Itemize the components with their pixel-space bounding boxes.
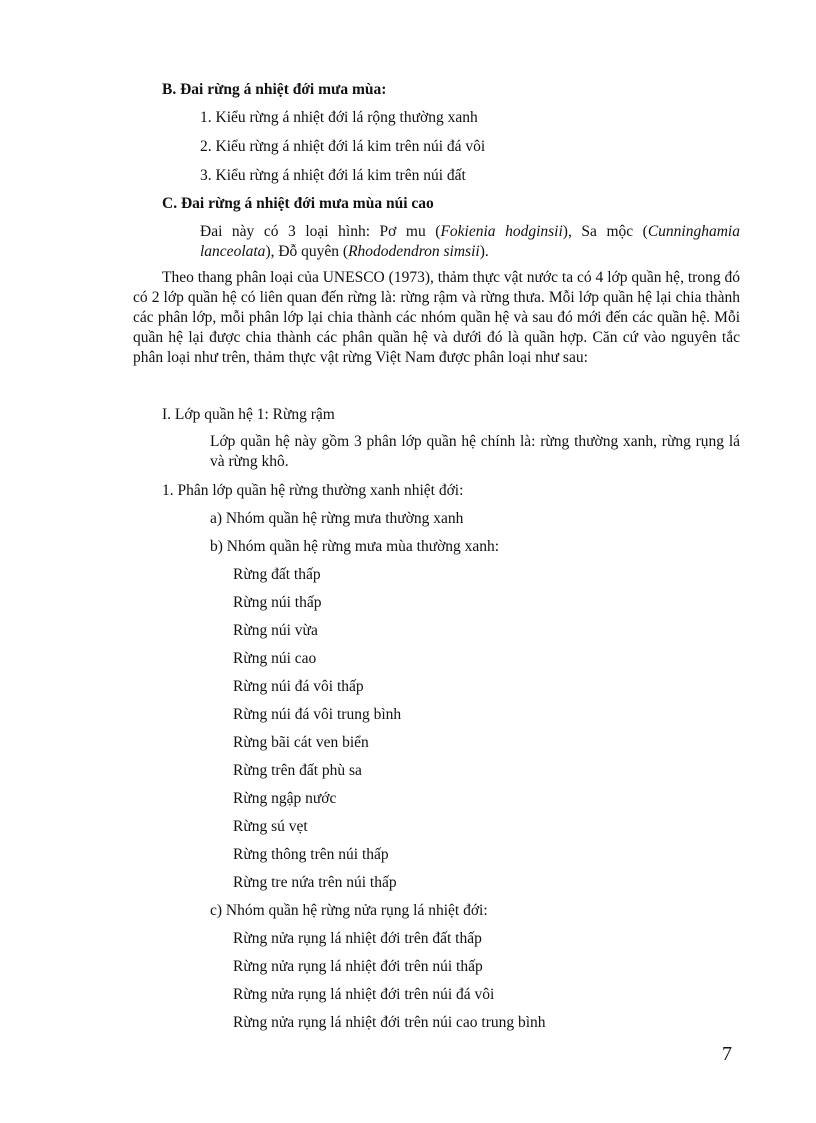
section-c-heading: C. Đai rừng á nhiệt đới mưa mùa núi cao [162, 195, 434, 212]
forest-type-item: Rừng tre nứa trên núi thấp [233, 874, 397, 891]
species-name: Fokienia hodginsii [440, 223, 563, 240]
forest-type-item: Rừng núi vừa [233, 622, 318, 639]
subclass-1-title: 1. Phân lớp quần hệ rừng thường xanh nhiệt đới: [162, 482, 464, 499]
forest-type-item: Rừng bãi cát ven biển [233, 734, 369, 751]
section-b-item: 1. Kiểu rừng á nhiệt đới lá rộng thường xanh [200, 109, 478, 126]
section-c-paragraph: Đai này có 3 loại hình: Pơ mu (Fokienia hodginsii), Sa mộc (Cunninghamia lanceolata), Đỗ quyên (Rhododendron simsii). [200, 223, 740, 260]
species-name: Rhododendron simsii [348, 243, 480, 260]
forest-type-item: Rừng núi thấp [233, 594, 322, 611]
forest-type-item: Rừng đất thấp [233, 566, 321, 583]
forest-type-item: Rừng núi đá vôi trung bình [233, 706, 402, 723]
page-number: 7 [722, 1043, 732, 1065]
forest-type-item: Rừng nửa rụng lá nhiệt đới trên đất thấp [233, 930, 482, 947]
forest-type-item: Rừng sú vẹt [233, 818, 308, 835]
forest-type-item: Rừng nửa rụng lá nhiệt đới trên núi cao trung bình [233, 1014, 546, 1031]
forest-type-item: Rừng thông trên núi thấp [233, 846, 389, 863]
forest-type-item: Rừng nửa rụng lá nhiệt đới trên núi đá vôi [233, 986, 495, 1003]
forest-type-item: Rừng ngập nước [233, 790, 337, 807]
class-1-title: I. Lớp quần hệ 1: Rừng rậm [162, 406, 335, 423]
group-c-title: c) Nhóm quần hệ rừng nửa rụng lá nhiệt đới: [210, 902, 488, 919]
forest-type-item: Rừng núi đá vôi thấp [233, 678, 364, 695]
section-b-item: 3. Kiểu rừng á nhiệt đới lá kim trên núi đất [200, 167, 466, 184]
classification-paragraph: Theo thang phân loại của UNESCO (1973), thảm thực vật nước ta có 4 lớp quần hệ, trong đó có 2 lớp quần hệ có liên quan đến rừng là: rừng rậm và rừng thưa. Mỗi lớp quần hệ lại chia thành các phân lớp, mỗi phân lớp lại chia thành các nhóm quần hệ và sau đó mới đến các quần hệ. Mỗi quần hệ lại được chia thành các phân quần hệ và dưới đó là quần hợp. Căn cứ vào nguyên tắc phân loại như trên, thảm thực vật rừng Việt Nam được phân loại như sau: [133, 269, 740, 366]
section-b-item: 2. Kiểu rừng á nhiệt đới lá kim trên núi đá vôi [200, 138, 486, 155]
forest-type-item: Rừng trên đất phù sa [233, 762, 362, 779]
group-b-title: b) Nhóm quần hệ rừng mưa mùa thường xanh: [210, 538, 500, 555]
section-b-heading: B. Đai rừng á nhiệt đới mưa mùa: [162, 81, 387, 98]
forest-type-item: Rừng nửa rụng lá nhiệt đới trên núi thấp [233, 958, 483, 975]
species-name: Cunninghamia lanceolata [200, 223, 740, 260]
group-a-title: a) Nhóm quần hệ rừng mưa thường xanh [210, 510, 464, 527]
class-1-description: Lớp quần hệ này gồm 3 phân lớp quần hệ chính là: rừng thường xanh, rừng rụng lá và rừng khô. [210, 433, 740, 470]
forest-type-item: Rừng núi cao [233, 650, 317, 667]
